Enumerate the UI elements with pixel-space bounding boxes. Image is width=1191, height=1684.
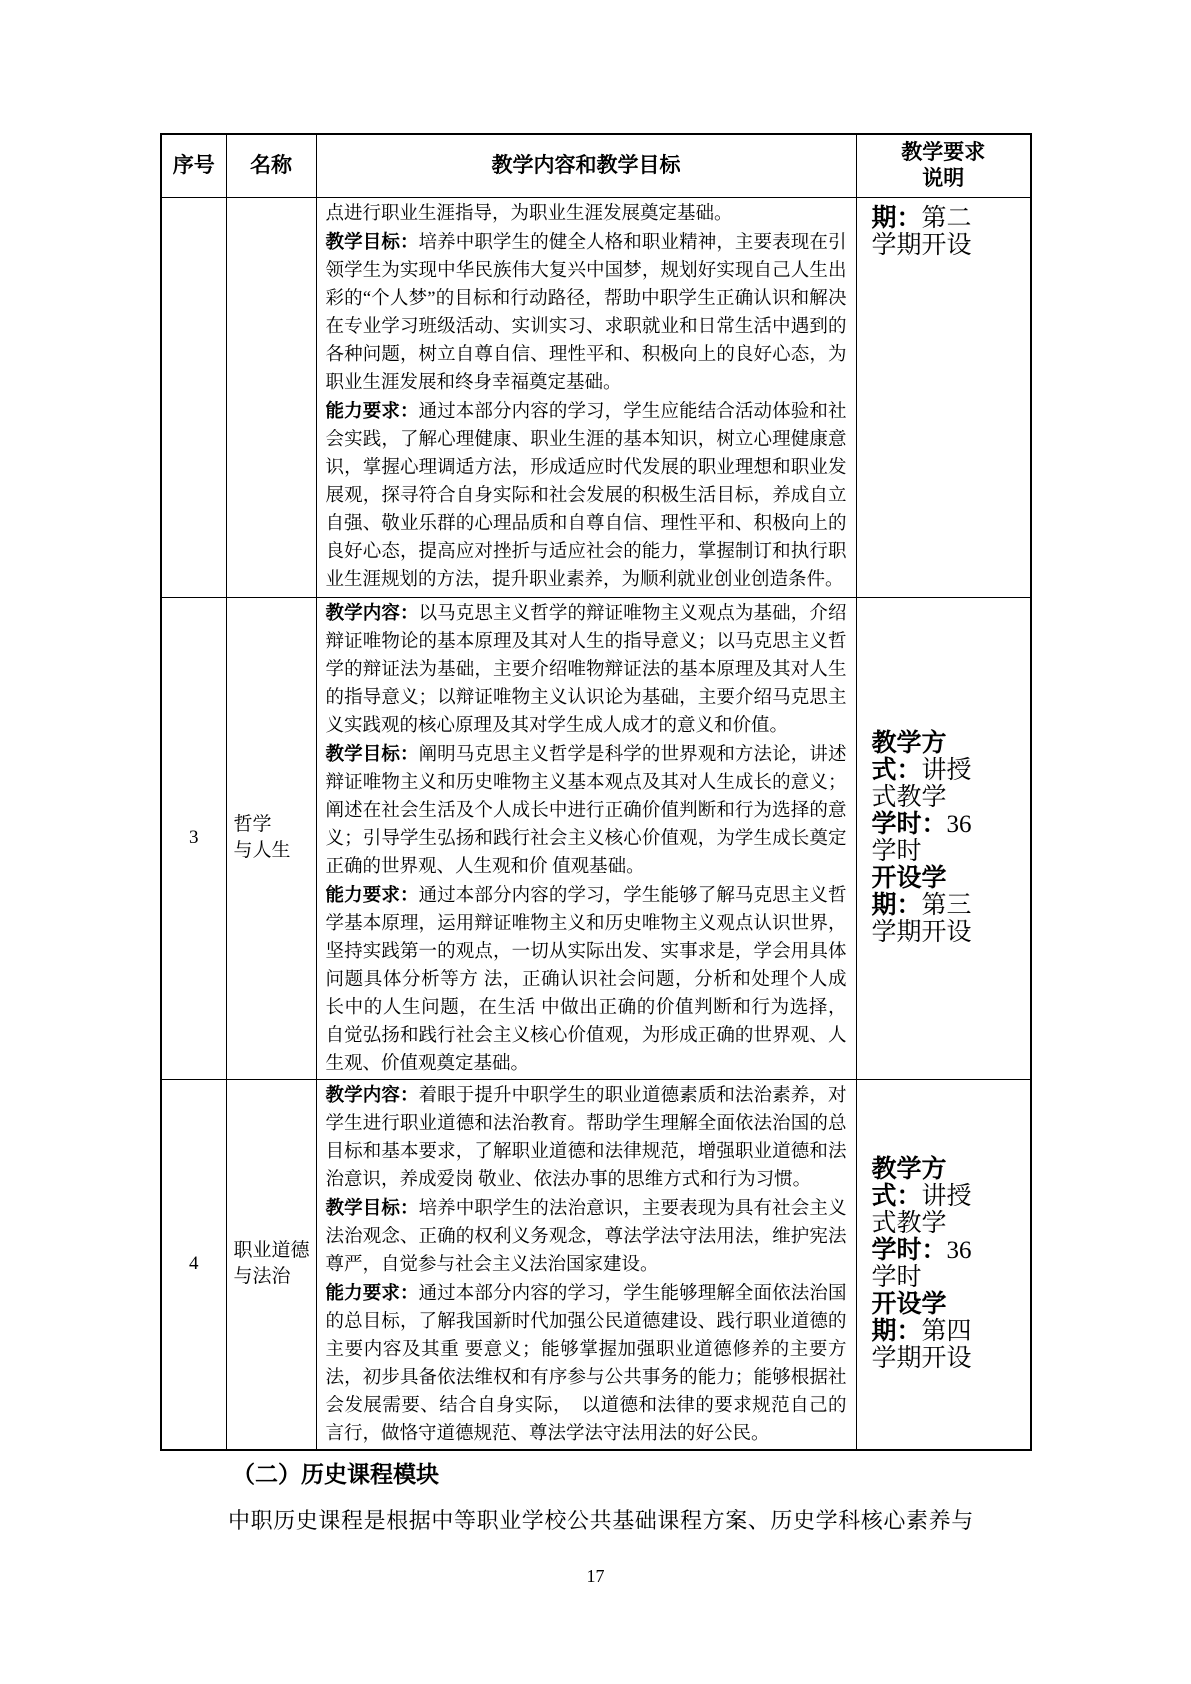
requirement-line — [872, 838, 1027, 865]
name-cell — [226, 197, 316, 597]
header-name: 名称 — [226, 134, 316, 197]
requirement-text: 学时 — [871, 838, 922, 865]
requirement-cell — [856, 1079, 1031, 1450]
header-requirement-line2: 说明 — [922, 166, 965, 190]
content-text: 以马克思主义哲学的辩证唯物主义观点为基础，介绍辩证唯物论的基本原理及其对人生的指导意义；以马克思主义哲学的辩证法为基础，主要介绍唯物辩证法的基本原理及其对人生的指导意义；以辩证唯物主义认识论为基础，主要介绍马克思主义实践观的核心原理及其对学生成人成才的意义和价值。 — [325, 603, 847, 736]
requirement-line — [872, 1156, 1027, 1183]
requirement-line — [872, 205, 1027, 232]
content-label: 教学目标： — [325, 1196, 419, 1218]
requirement-line — [872, 784, 1027, 811]
requirement-text: 36 — [946, 811, 972, 838]
requirement-line — [872, 1237, 1027, 1264]
table-row-continuation — [161, 197, 1031, 597]
content-paragraph — [326, 397, 847, 594]
requirement-label: 期： — [871, 1317, 922, 1345]
requirement-label: 教学方 — [871, 729, 947, 757]
content-paragraph — [326, 740, 847, 881]
requirement-text: 式教学 — [871, 1210, 947, 1237]
requirement-cell — [856, 197, 1031, 597]
content-paragraph — [326, 1081, 847, 1194]
header-requirement — [856, 134, 1031, 197]
content-text: 阐明马克思主义哲学是科学的世界观和方法论，讲述辩证唯物主义和历史唯物主义基本观点及其对人生成长的意义；阐述在社会生活及个人成长中进行正确价值判断和行为选择的意义；引导学生弘扬和践行社会主义核心价值观，为学生成长奠定正确的世界观、人生观和价 值观基础。 — [325, 744, 847, 877]
content-text: 培养中职学生的法治意识，主要表现为具有社会主义法治观念、正确的权利义务观念，尊法学法守法用法，维护宪法尊严，自觉参与社会主义法治国家建设。 — [325, 1198, 847, 1275]
requirement-line — [872, 730, 1027, 757]
content-text: 点进行职业生涯指导，为职业生涯发展奠定基础。 — [325, 203, 733, 224]
table-row-philosophy — [161, 597, 1031, 1079]
requirement-label: 期： — [871, 891, 922, 919]
requirement-label: 学时： — [871, 1236, 947, 1264]
requirement-text: 第三 — [921, 892, 972, 919]
content-label: 能力要求： — [325, 883, 419, 905]
name-line: 与法治 — [233, 1266, 291, 1287]
table-row-ethics-law — [161, 1079, 1031, 1450]
requirement-text: 第四 — [921, 1318, 972, 1345]
content-cell — [316, 597, 856, 1079]
requirement-line — [872, 1318, 1027, 1345]
requirement-text: 学期开设 — [871, 919, 972, 946]
name-cell — [226, 597, 316, 1079]
requirement-text: 讲授 — [921, 757, 972, 784]
requirement-line — [872, 1345, 1027, 1372]
name-line: 与人生 — [233, 840, 291, 861]
requirement-label: 教学方 — [871, 1155, 947, 1183]
content-label: 能力要求： — [325, 1281, 419, 1303]
requirement-text: 式教学 — [871, 784, 947, 811]
content-label: 教学目标： — [325, 742, 419, 764]
section-heading: （二）历史课程模块 — [232, 1461, 439, 1487]
body-paragraph: 中职历史课程是根据中等职业学校公共基础课程方案、历史学科核心素养与 — [228, 1508, 974, 1533]
header-seq: 序号 — [161, 134, 226, 197]
content-label: 教学目标： — [325, 230, 419, 252]
requirement-text: 学期开设 — [871, 231, 972, 259]
content-label: 教学内容： — [325, 601, 419, 623]
requirement-label: 开设学 — [871, 864, 947, 892]
content-paragraph — [326, 881, 847, 1078]
header-requirement-line1: 教学要求 — [901, 140, 986, 164]
requirement-line — [872, 1183, 1027, 1210]
header-content: 教学内容和教学目标 — [316, 134, 856, 197]
requirement-line — [872, 919, 1027, 946]
requirement-label: 式： — [871, 1182, 922, 1210]
content-text: 通过本部分内容的学习，学生能够了解马克思主义哲学基本原理，运用辩证唯物主义和历史唯物主义观点认识世界，坚持实践第一的观点，一切从实际出发、实事求是，学会用具体问题具体分析等方 法，正确认识社会问题，分析和处理个人成长中的人生问题，在生活 中做出正确的价值判断和行为选择，自觉弘扬和践行社会主义核心价值观，为形成正确的世界观、人生观、价值观奠定基础。 — [325, 885, 847, 1074]
content-paragraph — [326, 199, 847, 228]
content-paragraph — [326, 1194, 847, 1279]
requirement-text: 学时 — [871, 1264, 922, 1291]
requirement-line — [872, 757, 1027, 784]
name-line: 哲学 — [233, 814, 272, 835]
requirement-label: 学时： — [871, 810, 947, 838]
requirement-line — [872, 1264, 1027, 1291]
requirement-text: 讲授 — [921, 1183, 972, 1210]
requirement-label: 式： — [871, 756, 922, 784]
seq-cell: 4 — [161, 1079, 226, 1450]
requirement-text: 36 — [946, 1237, 972, 1264]
content-paragraph — [326, 228, 847, 397]
content-text: 通过本部分内容的学习，学生能够理解全面依法治国的总目标，了解我国新时代加强公民道德建设、践行职业道德的主要内容及其重 要意义；能够掌握加强职业道德修养的主要方法，初步具备依法维权和有序参与公共事务的能力；能够根据社会发展需要、结合自身实际， 以道德和法律的要求规范自己的言行，做恪守道德规范、尊法学法守法用法的好公民。 — [325, 1283, 847, 1444]
requirement-line — [872, 1210, 1027, 1237]
content-label: 教学内容： — [325, 1083, 419, 1105]
content-text: 着眼于提升中职学生的职业道德素质和法治素养，对学生进行职业道德和法治教育。帮助学生理解全面依法治国的总目标和基本要求，了解职业道德和法律规范，增强职业道德和法治意识，养成爱岗 敬业、依法办事的思维方式和行为习惯。 — [325, 1085, 847, 1190]
requirement-line — [872, 1291, 1027, 1318]
content-paragraph — [326, 599, 847, 740]
curriculum-table — [160, 133, 1032, 1451]
requirement-line — [872, 232, 1027, 259]
content-cell — [316, 1079, 856, 1450]
content-cell — [316, 197, 856, 597]
requirement-line — [872, 811, 1027, 838]
requirement-cell — [856, 597, 1031, 1079]
requirement-line — [872, 892, 1027, 919]
content-text: 培养中职学生的健全人格和职业精神，主要表现在引领学生为实现中华民族伟大复兴中国梦，规划好实现自己人生出彩的“个人梦”的目标和行动路径，帮助中职学生正确认识和解决在专业学习班级活动、实训实习、求职就业和日常生活中遇到的各种问题，树立自尊自信、理性平和、积极向上的良好心态，为职业生涯发展和终身幸福奠定基础。 — [325, 232, 847, 393]
name-line: 职业道德 — [233, 1240, 310, 1261]
page-number: 17 — [586, 1566, 605, 1586]
requirement-line — [872, 865, 1027, 892]
seq-cell — [161, 197, 226, 597]
seq-cell: 3 — [161, 597, 226, 1079]
content-label: 能力要求： — [325, 399, 419, 421]
requirement-label: 期： — [871, 203, 922, 232]
requirement-label: 开设学 — [871, 1290, 947, 1318]
requirement-text: 第二 — [921, 204, 972, 232]
content-text: 通过本部分内容的学习，学生应能结合活动体验和社会实践，了解心理健康、职业生涯的基本知识，树立心理健康意识，掌握心理调适方法，形成适应时代发展的职业理想和职业发展观，探寻符合自身实际和社会发展的积极生活目标，养成自立自强、敬业乐群的心理品质和自尊自信、理性平和、积极向上的良好心态，提高应对挫折与适应社会的能力，掌握制订和执行职业生涯规划的方法，提升职业素养，为顺利就业创业创造条件。 — [325, 401, 847, 590]
table-header-row — [161, 134, 1031, 197]
requirement-text: 学期开设 — [871, 1345, 972, 1372]
name-cell — [226, 1079, 316, 1450]
content-paragraph — [326, 1279, 847, 1448]
